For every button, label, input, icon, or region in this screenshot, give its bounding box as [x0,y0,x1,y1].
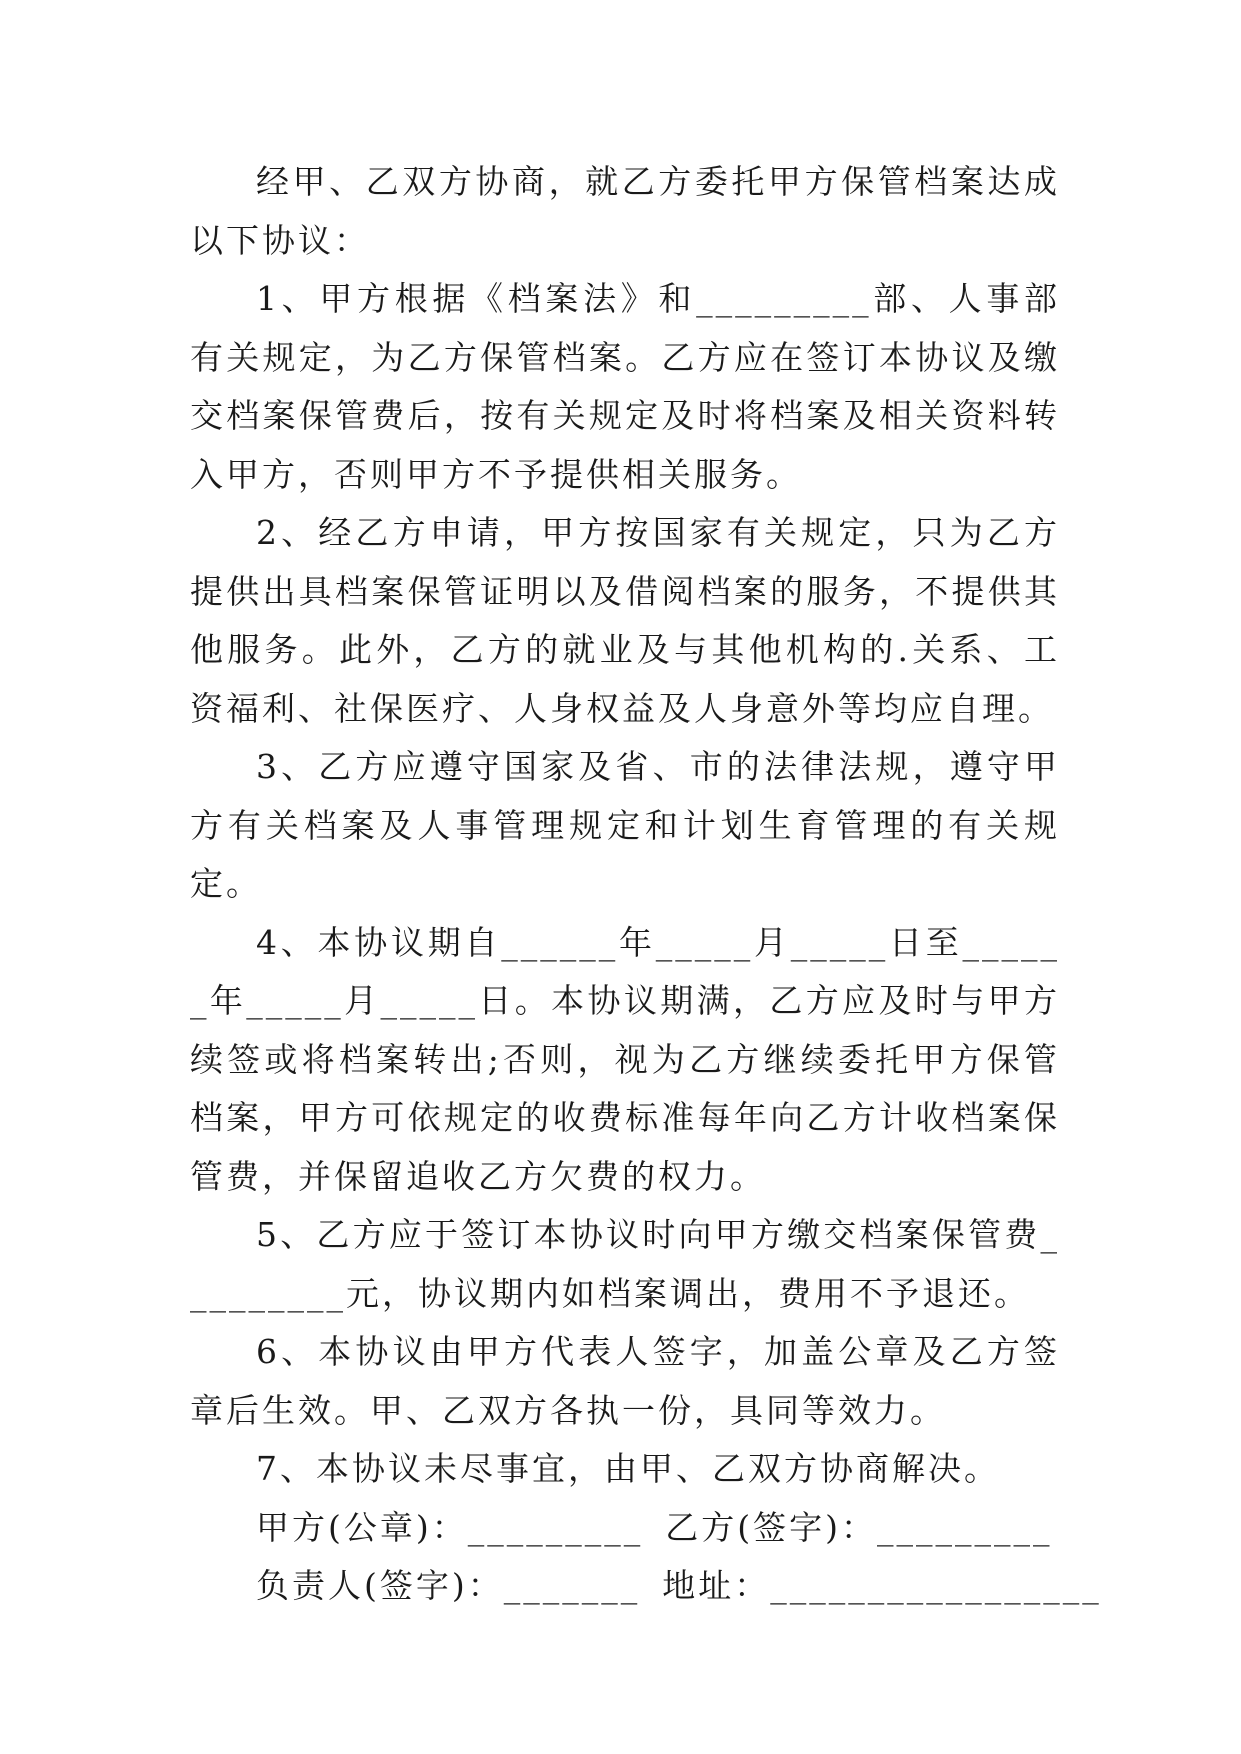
clause-2: 2、经乙方申请，甲方按国家有关规定，只为乙方提供出具档案保管证明以及借阅档案的服务，不提供其他服务。此外，乙方的就业及与其他机构的.关系、工资福利、社保医疗、人身权益及人身意外等均应自理。 [190,513,1060,728]
agreement-body [190,153,1102,1616]
clause-4: 4、本协议期自______年_____月_____日至______年_____月_____日。本协议期满，乙方应及时与甲方续签或将档案转出;否则，视为乙方继续委托甲方保管档案，甲方可依规定的收费标准每年向乙方计收档案保管费，并保留追收乙方欠费的权力。 [190,922,1060,1196]
clause-5: 5、乙方应于签订本协议时向甲方缴交档案保管费_________元，协议期内如档案调出，费用不予退还。 [190,1215,1060,1313]
clause-1: 1、甲方根据《档案法》和_________部、人事部有关规定，为乙方保管档案。乙方应在签订本协议及缴交档案保管费后，按有关规定及时将档案及相关资料转入甲方，否则甲方不予提供相关服务。 [190,279,1060,494]
intro-paragraph: 经甲、乙双方协商，就乙方委托甲方保管档案达成以下协议： [190,162,1060,260]
address-field: 地址：_________________ [662,1566,1102,1605]
party-a-seal-field: 甲方(公章)：_________ [256,1507,644,1547]
clause-6: 6、本协议由甲方代表人签字，加盖公章及乙方签章后生效。甲、乙双方各执一份，具同等效力。 [190,1332,1060,1430]
signature-row-1 [190,1499,1060,1558]
party-b-signature-field: 乙方(签字)：_________ [665,1507,1053,1547]
clause-7: 7、本协议未尽事宜，由甲、乙双方协商解决。 [256,1449,1000,1488]
responsible-signature-field: 负责人(签字)：_______ [256,1566,641,1605]
clause-3: 3、乙方应遵守国家及省、市的法律法规，遵守甲方有关档案及人事管理规定和计划生育管理的有关规定。 [190,747,1060,903]
signature-row-2 [190,1557,1102,1616]
